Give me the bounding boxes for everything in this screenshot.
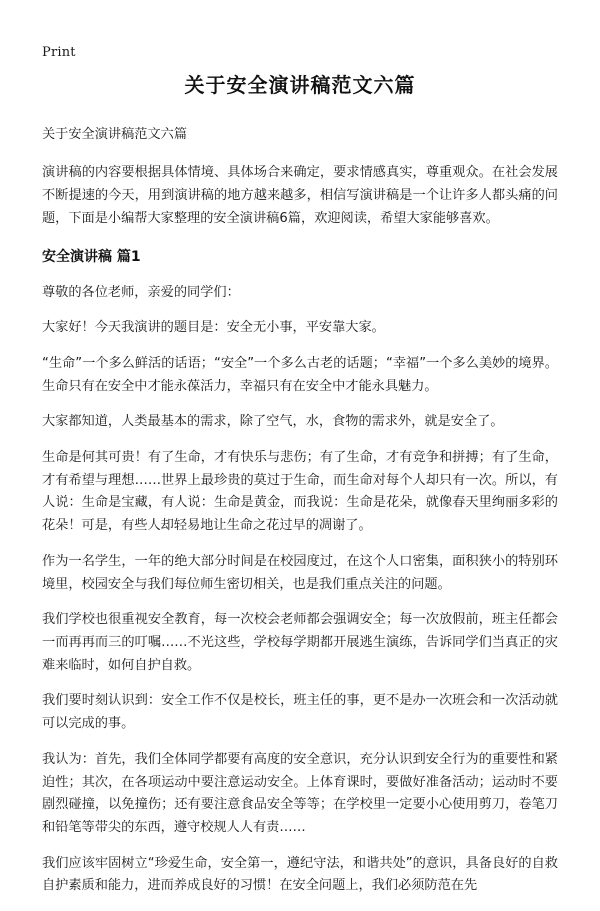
paragraph-greeting: 大家好！今天我演讲的题目是：安全无小事，平安靠大家。: [42, 320, 385, 336]
paragraph-cherish-life-motto: 我们应该牢固树立“珍爱生命，安全第一，遵纪守法，和谐共处”的意识，具备良好的自救自护素质和能力，进而养成良好的习惯！在安全问题上，我们必须防范在先: [42, 855, 558, 894]
paragraph-basic-needs: 大家都知道，人类最基本的需求，除了空气，水，食物的需求外，就是安全了。: [42, 414, 504, 430]
paragraph-life-safety-happiness: “生命”一个多么鲜活的话语；“安全”一个多么古老的话题；“幸福”一个多么美妙的境界。生命只有在安全中才能永葆活力，幸福只有在安全中才能永具魅力。: [42, 355, 558, 394]
section-heading-speech-1: 安全演讲稿 篇1: [42, 248, 141, 265]
document-intro-paragraph: 演讲稿的内容要根据具体情境、具体场合来确定，要求情感真实，尊重观众。在社会发展不断提速的今天，用到演讲稿的地方越来越多，相信写演讲稿是一个让许多人都头痛的问题，下面是小编帮大家整理的安全演讲稿6篇，欢迎阅读，希望大家能够喜欢。: [42, 165, 558, 226]
paragraph-school-safety-education: 我们学校也很重视安全教育，每一次校会老师都会强调安全；每一次放假前，班主任都会一而再再而三的叮嘱……不光这些，学校每学期都开展逃生演练，告诉同学们当真正的灾难来临时，如何自护自救。: [42, 612, 558, 673]
page-title: 关于安全演讲稿范文六篇: [184, 73, 416, 97]
document-body: [42, 72, 558, 911]
paragraph-salutation: 尊敬的各位老师，亲爱的同学们：: [42, 284, 240, 300]
paragraph-safety-awareness-measures: 我认为：首先，我们全体同学都要有高度的安全意识，充分认识到安全行为的重要性和紧迫性；其次，在各项运动中要注意运动安全。上体育课时，要做好准备活动；运动时不要剧烈碰撞，以免撞伤；还有要注意食品安全等等；在学校里一定要小心使用剪刀，卷笔刀和铅笔等带尖的东西，遵守校规人人有责……: [42, 751, 558, 835]
paragraph-value-of-life: 生命是何其可贵！有了生命，才有快乐与悲伤；有了生命，才有竞争和拼搏；有了生命，才有希望与理想……世界上最珍贵的莫过于生命，而生命对每个人却只有一次。所以，有人说：生命是宝藏，有人说：生命是黄金，而我说：生命是花朵，就像春天里绚丽多彩的花朵！可是，有些人却轻易地让生命之花过早的凋谢了。: [42, 450, 558, 534]
paragraph-campus-environment: 作为一名学生，一年的绝大部分时间是在校园度过，在这个人口密集，面积狭小的特别环境里，校园安全与我们每位师生密切相关，也是我们重点关注的问题。: [42, 553, 558, 592]
print-label[interactable]: Print: [42, 45, 76, 60]
document-subtitle: 关于安全演讲稿范文六篇: [42, 127, 188, 142]
paragraph-shared-responsibility: 我们要时刻认识到：安全工作不仅是校长，班主任的事，更不是办一次班会和一次活动就可以完成的事。: [42, 693, 558, 732]
